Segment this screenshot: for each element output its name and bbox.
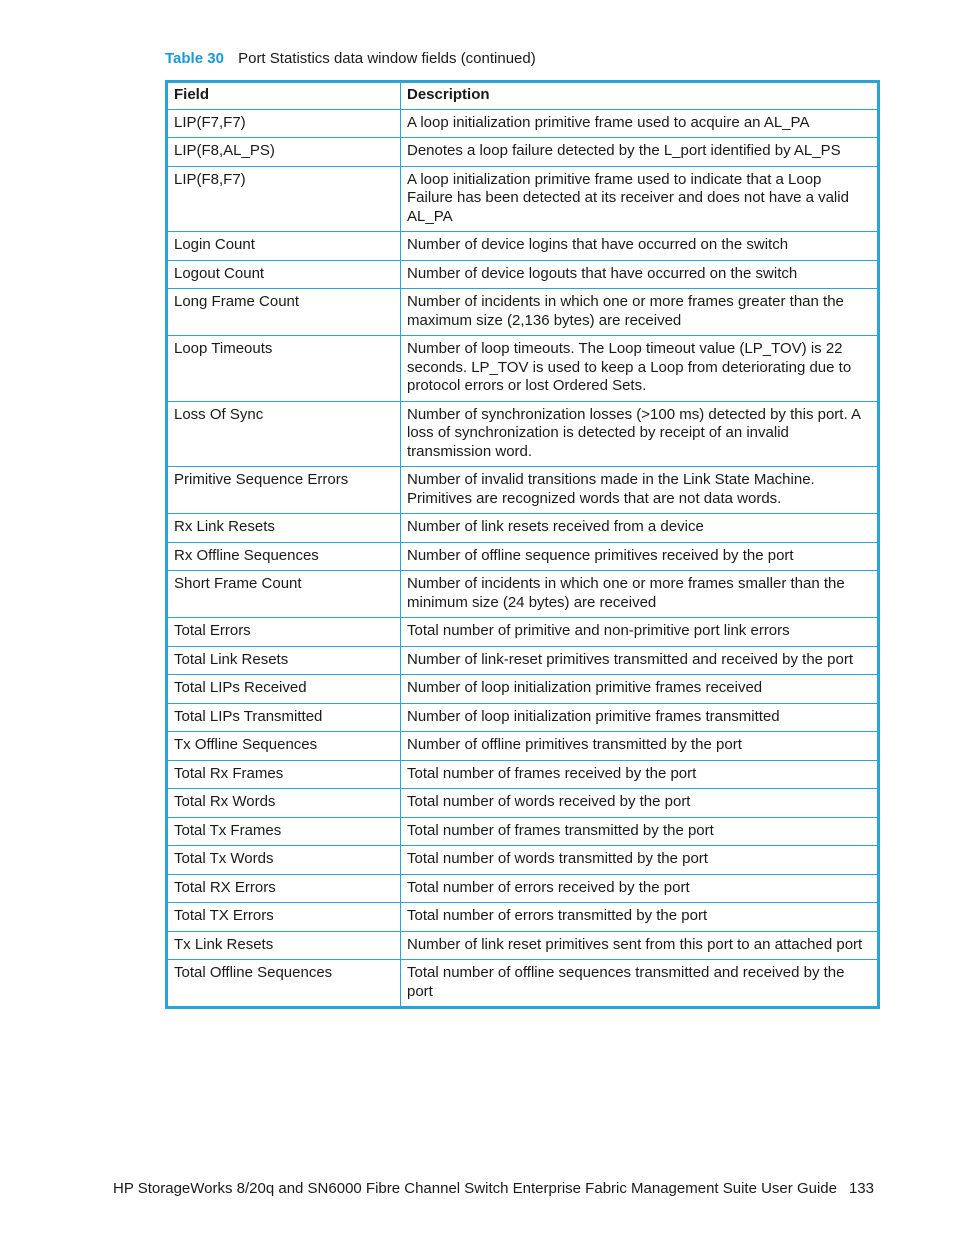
footer-text: HP StorageWorks 8/20q and SN6000 Fibre Channel Switch Enterprise Fabric Management Suite User Guide [112, 1180, 837, 1197]
table-row [167, 260, 879, 289]
field-cell: LIP(F8,AL_PS) [167, 138, 401, 167]
table-row [167, 166, 879, 232]
field-cell: LIP(F8,F7) [167, 166, 401, 232]
description-cell: Number of link resets received from a device [401, 514, 879, 543]
field-cell: Rx Link Resets [167, 514, 401, 543]
field-cell: Total Tx Frames [167, 817, 401, 846]
description-cell: A loop initialization primitive frame used to acquire an AL_PA [401, 109, 879, 138]
field-cell: Total Rx Frames [167, 760, 401, 789]
page-footer [113, 1180, 874, 1197]
port-statistics-table [165, 80, 880, 1009]
table-caption [165, 50, 536, 67]
table-header-row [167, 82, 879, 110]
description-cell: Number of offline sequence primitives received by the port [401, 542, 879, 571]
header-field: Field [167, 82, 401, 110]
field-cell: Loss Of Sync [167, 401, 401, 467]
field-cell: Short Frame Count [167, 571, 401, 618]
description-cell: Total number of errors received by the port [401, 874, 879, 903]
field-cell: Total LIPs Received [167, 675, 401, 704]
description-cell: Number of invalid transitions made in the Link State Machine. Primitives are recognized words that are not data words. [401, 467, 879, 514]
field-cell: Rx Offline Sequences [167, 542, 401, 571]
field-cell: Logout Count [167, 260, 401, 289]
description-cell: Total number of words received by the port [401, 789, 879, 818]
table-row [167, 401, 879, 467]
table-row [167, 732, 879, 761]
table-body [167, 109, 879, 1008]
description-cell: Number of loop timeouts. The Loop timeout value (LP_TOV) is 22 seconds. LP_TOV is used to keep a Loop from deteriorating due to protocol errors or lost Ordered Sets. [401, 336, 879, 402]
table-row [167, 514, 879, 543]
description-cell: Number of loop initialization primitive frames transmitted [401, 703, 879, 732]
table-row [167, 931, 879, 960]
table-row [167, 336, 879, 402]
description-cell: Total number of frames received by the port [401, 760, 879, 789]
field-cell: Total RX Errors [167, 874, 401, 903]
description-cell: Number of device logins that have occurred on the switch [401, 232, 879, 261]
description-cell: Total number of offline sequences transmitted and received by the port [401, 960, 879, 1008]
table-row [167, 960, 879, 1008]
table-row [167, 232, 879, 261]
field-cell: Loop Timeouts [167, 336, 401, 402]
field-cell: Total Rx Words [167, 789, 401, 818]
description-cell: Number of device logouts that have occurred on the switch [401, 260, 879, 289]
table-row [167, 789, 879, 818]
field-cell: Tx Link Resets [167, 931, 401, 960]
description-cell: Number of incidents in which one or more frames greater than the maximum size (2,136 bytes) are received [401, 289, 879, 336]
table-row [167, 571, 879, 618]
description-cell: Total number of primitive and non-primitive port link errors [401, 618, 879, 647]
table-title: Port Statistics data window fields (continued) [238, 50, 536, 67]
table-row [167, 618, 879, 647]
table-row [167, 542, 879, 571]
description-cell: Number of loop initialization primitive frames received [401, 675, 879, 704]
field-cell: Primitive Sequence Errors [167, 467, 401, 514]
description-cell: Total number of frames transmitted by the port [401, 817, 879, 846]
page-number: 133 [848, 1180, 874, 1197]
description-cell: Total number of words transmitted by the port [401, 846, 879, 875]
field-cell: LIP(F7,F7) [167, 109, 401, 138]
description-cell: A loop initialization primitive frame used to indicate that a Loop Failure has been detected at its receiver and does not have a valid AL_PA [401, 166, 879, 232]
field-cell: Total Offline Sequences [167, 960, 401, 1008]
description-cell: Denotes a loop failure detected by the L_port identified by AL_PS [401, 138, 879, 167]
description-cell: Total number of errors transmitted by the port [401, 903, 879, 932]
field-cell: Total Errors [167, 618, 401, 647]
table-row [167, 760, 879, 789]
table-row [167, 903, 879, 932]
description-cell: Number of incidents in which one or more frames smaller than the minimum size (24 bytes) are received [401, 571, 879, 618]
table-row [167, 138, 879, 167]
table-row [167, 874, 879, 903]
description-cell: Number of link reset primitives sent from this port to an attached port [401, 931, 879, 960]
description-cell: Number of synchronization losses (>100 ms) detected by this port. A loss of synchronization is detected by receipt of an invalid transmission word. [401, 401, 879, 467]
table-row [167, 846, 879, 875]
table-row [167, 646, 879, 675]
field-cell: Tx Offline Sequences [167, 732, 401, 761]
description-cell: Number of offline primitives transmitted by the port [401, 732, 879, 761]
field-cell: Total TX Errors [167, 903, 401, 932]
table-row [167, 109, 879, 138]
table-number: Table 30 [165, 50, 224, 67]
table-row [167, 703, 879, 732]
field-cell: Total Tx Words [167, 846, 401, 875]
table-row [167, 467, 879, 514]
table-row [167, 817, 879, 846]
field-cell: Long Frame Count [167, 289, 401, 336]
field-cell: Total LIPs Transmitted [167, 703, 401, 732]
description-cell: Number of link-reset primitives transmitted and received by the port [401, 646, 879, 675]
table-row [167, 675, 879, 704]
header-description: Description [401, 82, 879, 110]
field-cell: Total Link Resets [167, 646, 401, 675]
field-cell: Login Count [167, 232, 401, 261]
table-row [167, 289, 879, 336]
